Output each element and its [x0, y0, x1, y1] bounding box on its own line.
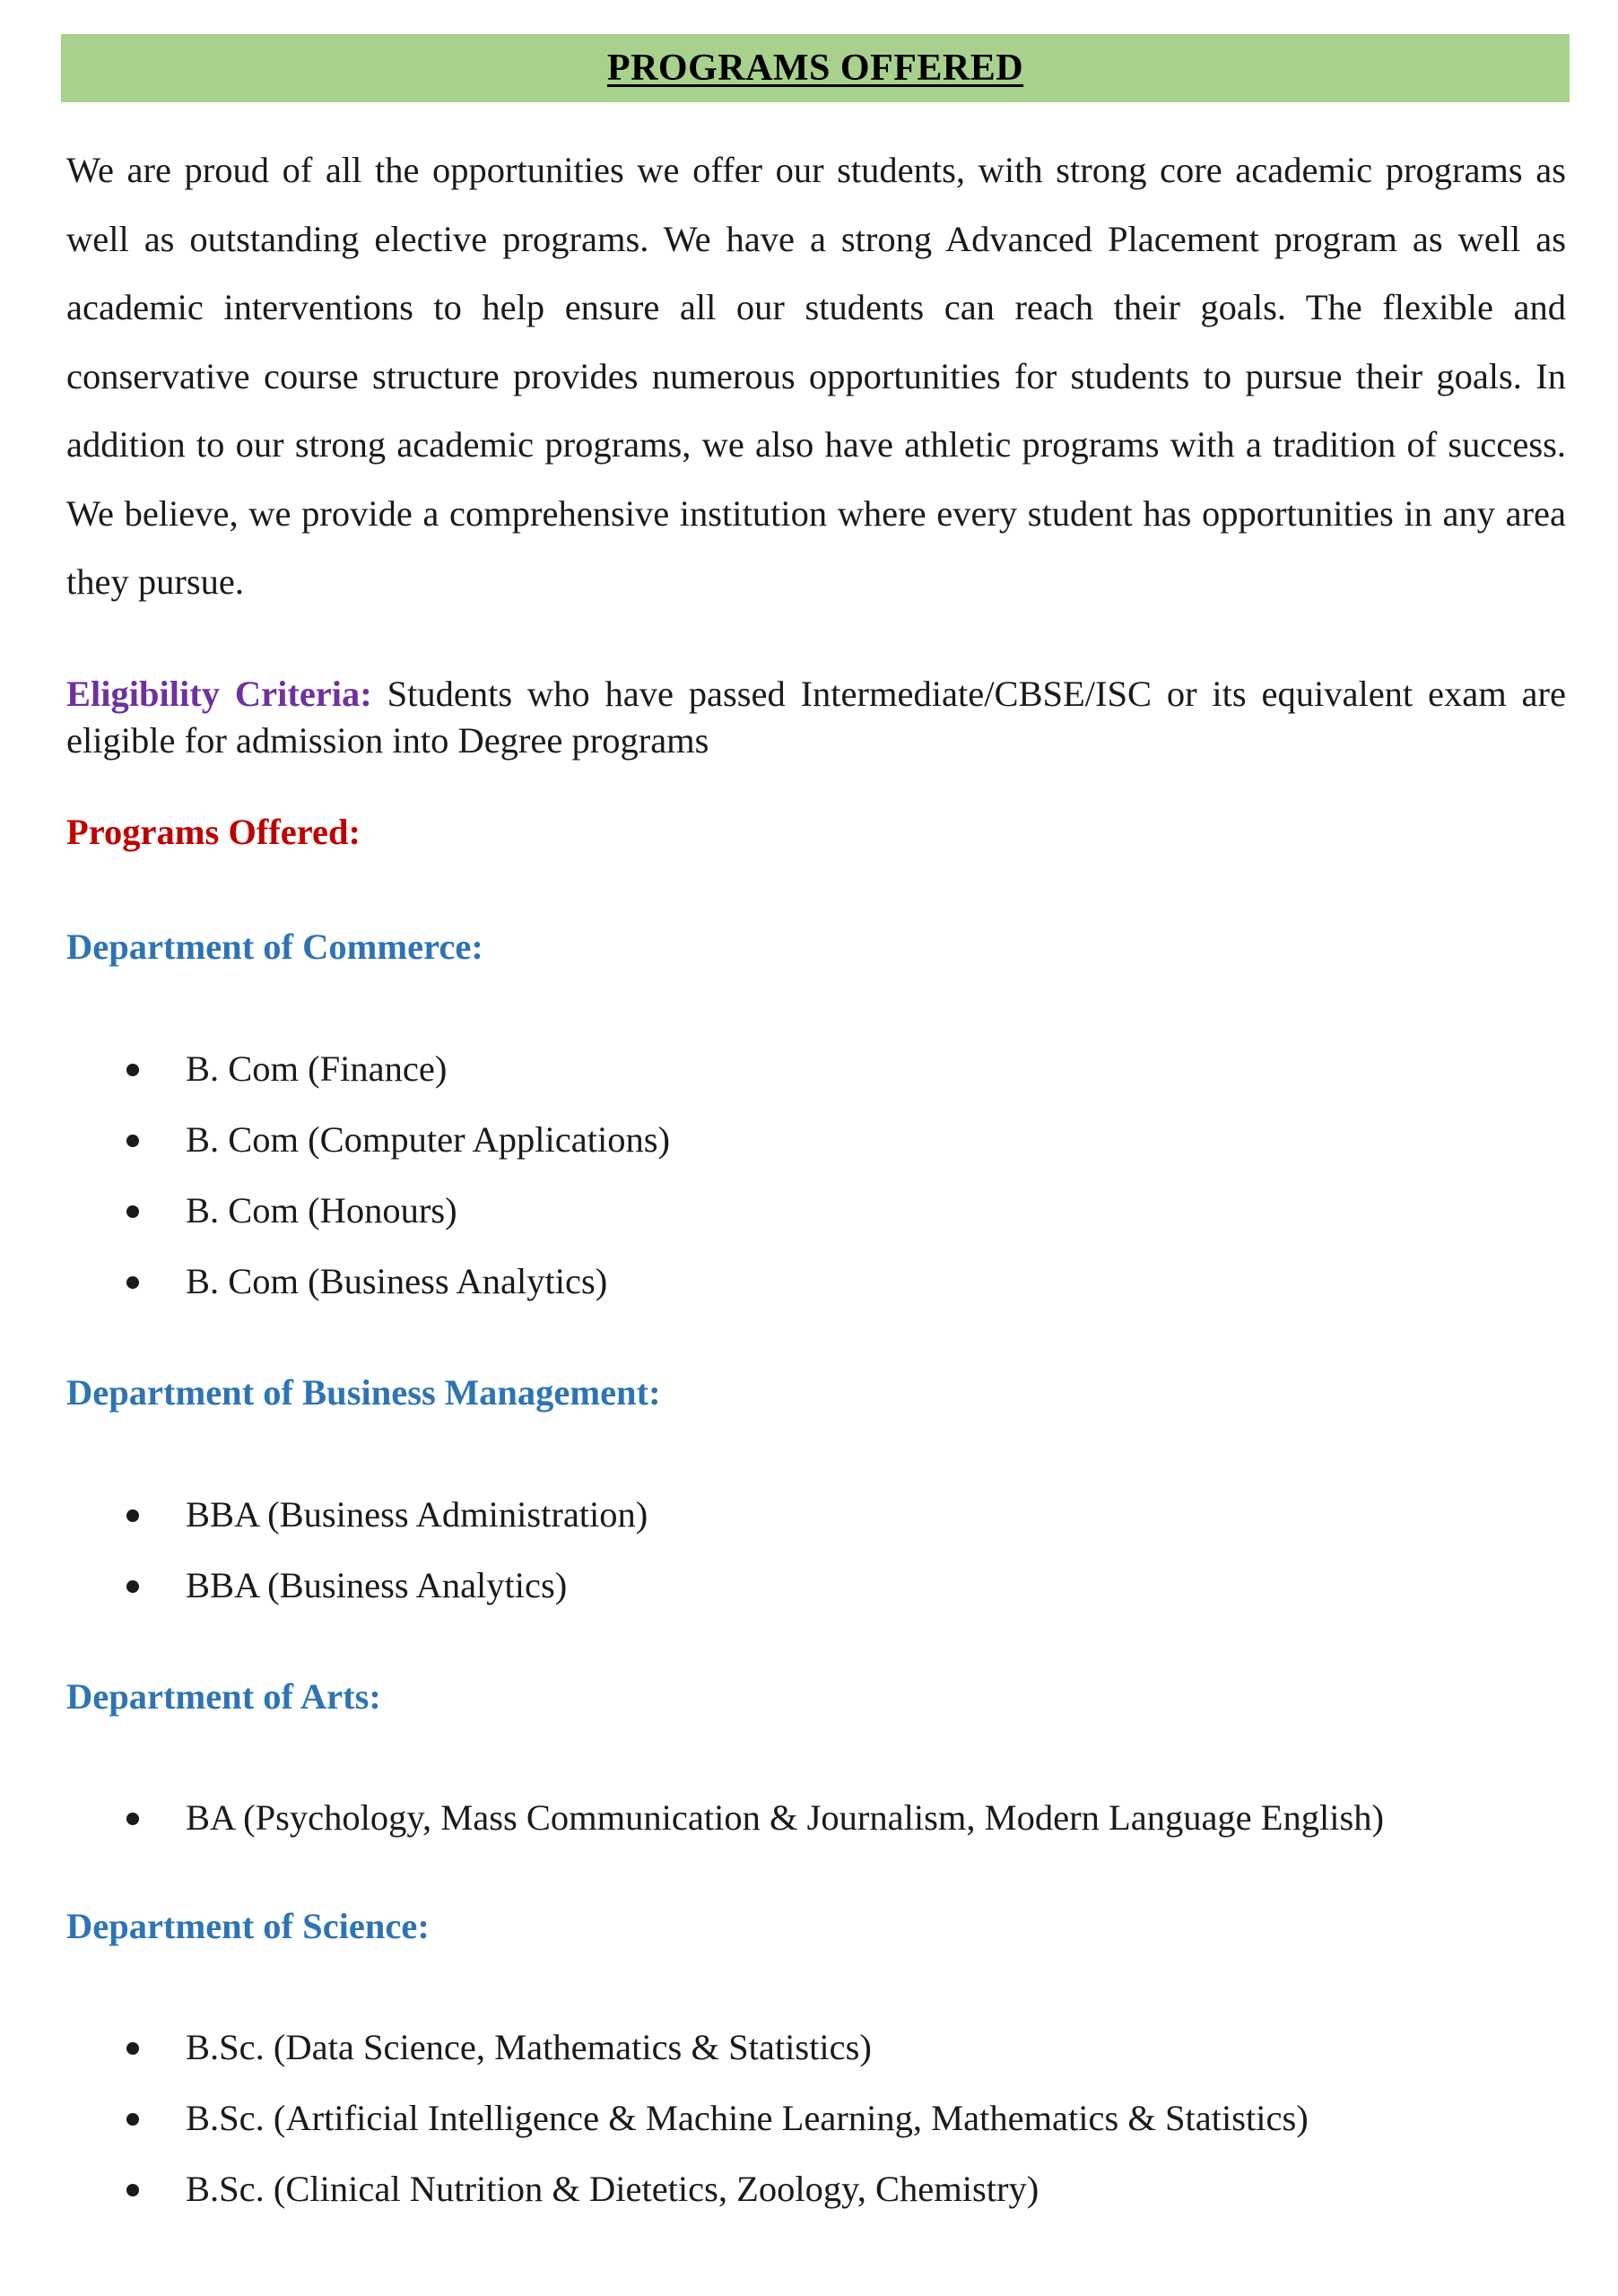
bullet-icon — [126, 2113, 139, 2126]
program-name: BBA (Business Analytics) — [186, 1565, 568, 1605]
programs-offered-heading: Programs Offered: — [66, 812, 361, 852]
program-name: B.Sc. (Clinical Nutrition & Dietetics, Zoology, Chemistry) — [186, 2169, 1040, 2209]
program-name: BA (Psychology, Mass Communication & Journalism, Modern Language English) — [186, 1797, 1385, 1838]
bullet-icon — [126, 1509, 139, 1522]
bullet-icon — [126, 1276, 139, 1289]
program-name: B.Sc. (Artificial Intelligence & Machine Learning, Mathematics & Statistics) — [186, 2098, 1309, 2138]
bullet-icon — [126, 1813, 139, 1825]
intro-paragraph: We are proud of all the opportunities we offer our students, with strong core academic programs as well as outstanding elective programs. We have a strong Advanced Placement program as well as academic interventions to help ensure all our students can reach their goals. The flexible and conservative course structure provides numerous opportunities for students to pursue their goals. In addition to our strong academic programs, we also have athletic programs with a tradition of success. We believe, we provide a comprehensive institution where every student has opportunities in any area they pursue. — [66, 150, 1566, 602]
bullet-icon — [126, 1135, 139, 1147]
department-heading-science: Department of Science: — [66, 1906, 430, 1946]
program-name: B. Com (Honours) — [186, 1190, 457, 1231]
eligibility-paragraph — [66, 671, 1566, 764]
department-heading-business-management: Department of Business Management: — [66, 1372, 661, 1413]
department-heading-commerce: Department of Commerce: — [66, 926, 483, 967]
program-name: B.Sc. (Data Science, Mathematics & Statistics) — [186, 2027, 872, 2067]
bullet-icon — [126, 2184, 139, 2196]
title-banner — [61, 34, 1570, 102]
program-name: BBA (Business Administration) — [186, 1494, 648, 1535]
bullet-icon — [126, 1064, 139, 1076]
program-name: B. Com (Business Analytics) — [186, 1261, 608, 1301]
eligibility-text: Students who have passed Intermediate/CBSE/ISC or its equivalent exam are eligible for admission into Degree programs — [66, 674, 1566, 761]
page-title: PROGRAMS OFFERED — [606, 48, 1024, 89]
bullet-icon — [126, 1580, 139, 1593]
bullet-icon — [126, 1205, 139, 1218]
department-heading-arts: Department of Arts: — [66, 1676, 381, 1717]
eligibility-label: Eligibility Criteria: — [66, 674, 372, 714]
program-name: B. Com (Finance) — [186, 1048, 448, 1089]
bullet-icon — [126, 2042, 139, 2055]
program-name: B. Com (Computer Applications) — [186, 1119, 670, 1160]
